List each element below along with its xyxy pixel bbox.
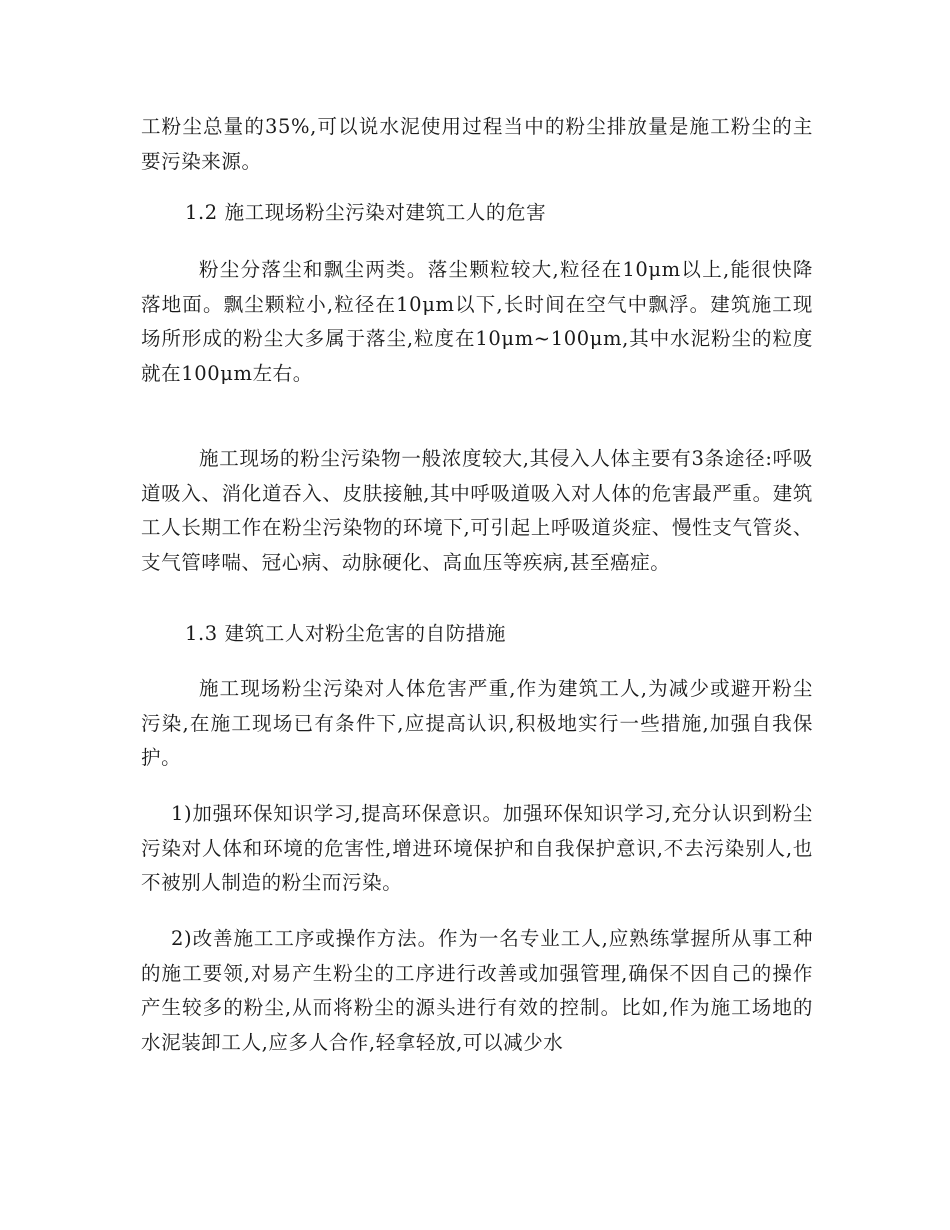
list-item-2: 2)改善施工工序或操作方法。作为一名专业工人,应熟练掌握所从事工种的施工要领,对易产生粉尘的工序进行改善或加强管理,确保不因自己的操作产生较多的粉尘,从而将粉尘的源头进行有效的控制。比如,作为施工场地的水泥装卸工人,应多人合作,轻拿轻放,可以减少水 (141, 927, 813, 1054)
section-heading-1-3: 1.3 建筑工人对粉尘危害的自防措施 (185, 622, 507, 645)
paragraph-dust-types: 粉尘分落尘和飘尘两类。落尘颗粒较大,粒径在10μm以上,能很快降落地面。飘尘颗粒小,粒径在10μm以下,长时间在空气中飘浮。建筑施工现场所形成的粉尘大多属于落尘,粒度在10μm~100μm,其中水泥粉尘的粒度就在100μm左右。 (141, 258, 813, 385)
paragraph-protection-intro: 施工现场粉尘污染对人体危害严重,作为建筑工人,为减少或避开粉尘污染,在施工现场已有条件下,应提高认识,积极地实行一些措施,加强自我保护。 (141, 677, 813, 769)
paragraph-health-hazards: 施工现场的粉尘污染物一般浓度较大,其侵入人体主要有3条途径:呼吸道吸入、消化道吞入、皮肤接触,其中呼吸道吸入对人体的危害最严重。建筑工人长期工作在粉尘污染物的环境下,可引起上呼吸道炎症、慢性支气管炎、支气管哮喘、冠心病、动脉硬化、高血压等疾病,甚至癌症。 (141, 447, 813, 574)
section-heading-1-2: 1.2 施工现场粉尘污染对建筑工人的危害 (185, 201, 547, 224)
paragraph-continuation: 工粉尘总量的35%,可以说水泥使用过程当中的粉尘排放量是施工粉尘的主要污染来源。 (141, 115, 813, 173)
list-item-1: 1)加强环保知识学习,提高环保意识。加强环保知识学习,充分认识到粉尘污染对人体和环境的危害性,增进环境保护和自我保护意识,不去污染别人,也不被别人制造的粉尘而污染。 (141, 802, 813, 894)
